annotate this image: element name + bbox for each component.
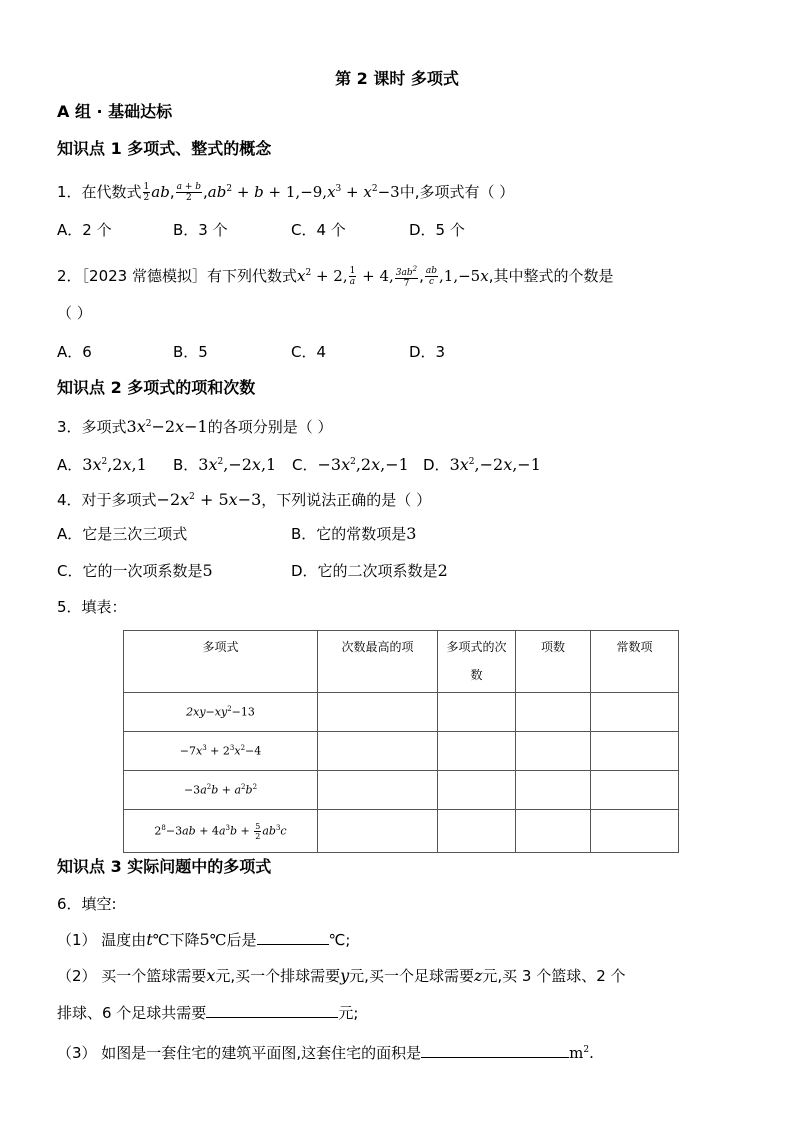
- q1-option-b[interactable]: B．3 个: [173, 221, 228, 239]
- answer-cell[interactable]: [438, 693, 516, 732]
- q2-option-d[interactable]: D．3: [409, 343, 446, 361]
- table-row: [124, 732, 679, 771]
- q1-option-a[interactable]: A．2 个: [57, 221, 112, 239]
- question-6-part-2-cont: 排球、6 个足球共需要 元;: [57, 1004, 359, 1022]
- answer-cell[interactable]: [438, 771, 516, 810]
- question-2: 2．［2023 常德模拟］有下列代数式$x^2 + 2$, $\frac{1}{a}$ + 4, $\frac{3ab^2}{7}$ , $\frac{ab}{c}$ ,1,−5x,其中整式的个数是: [57, 265, 614, 289]
- polynomial-1: $2xy-xy^2-13$: [124, 693, 318, 732]
- header-highest-degree-term: 次数最高的项: [318, 631, 438, 693]
- q2-option-c[interactable]: C．4: [291, 343, 327, 361]
- q3-option-a[interactable]: A．$3x^2,2x,1$: [57, 455, 147, 474]
- answer-cell[interactable]: [318, 693, 438, 732]
- group-heading: A 组 · 基础达标: [57, 102, 173, 121]
- header-polynomial: 多项式: [124, 631, 318, 693]
- question-4: 4．对于多项式$-2x^2 + 5x-3$，下列说法正确的是（ ）: [57, 490, 432, 509]
- question-6: 6．填空:: [57, 895, 117, 913]
- answer-cell[interactable]: [516, 732, 591, 771]
- answer-blank-1[interactable]: [257, 930, 329, 945]
- answer-blank-3[interactable]: [421, 1043, 569, 1058]
- fill-in-table: [123, 630, 679, 853]
- q4-option-d[interactable]: D．它的二次项系数是2: [291, 561, 448, 580]
- knowledge-point-3: 知识点 3 实际问题中的多项式: [57, 857, 272, 876]
- q3-option-d[interactable]: D．$3x^2,-2x,-1$: [423, 455, 541, 474]
- polynomial-2: $-7x^3 + 2^3x^2-4$: [124, 732, 318, 771]
- answer-cell[interactable]: [591, 810, 679, 853]
- answer-cell[interactable]: [438, 810, 516, 853]
- answer-cell[interactable]: [516, 771, 591, 810]
- answer-cell[interactable]: [591, 771, 679, 810]
- answer-cell[interactable]: [516, 810, 591, 853]
- q4-option-c[interactable]: C．它的一次项系数是5: [57, 561, 213, 580]
- question-6-part-2: （2） 买一个篮球需要x元,买一个排球需要y元,买一个足球需要z元,买 3 个篮球、2 个: [57, 966, 626, 985]
- q3-option-b[interactable]: B．$3x^2,-2x,1$: [173, 455, 277, 474]
- table-row: [124, 771, 679, 810]
- question-5: 5．填表：: [57, 598, 127, 616]
- question-2-cont: （ ）: [57, 304, 92, 322]
- question-3: 3．多项式$3x^2-2x-1$的各项分别是（ ）: [57, 417, 333, 436]
- answer-cell[interactable]: [591, 693, 679, 732]
- answer-cell[interactable]: [438, 732, 516, 771]
- answer-cell[interactable]: [591, 732, 679, 771]
- q1-option-c[interactable]: C．4 个: [291, 221, 346, 239]
- answer-cell[interactable]: [516, 693, 591, 732]
- question-6-part-3: （3） 如图是一套住宅的建筑平面图,这套住宅的面积是 $m^2$.: [57, 1044, 594, 1062]
- q4-option-a[interactable]: A．它是三次三项式: [57, 525, 188, 543]
- q2-option-b[interactable]: B．5: [173, 343, 208, 361]
- polynomial-4: $2^8-3ab + 4a^3b$ + $\frac{5}{2}$ $ab^3c$: [124, 810, 318, 853]
- q4-option-b[interactable]: B．它的常数项是3: [291, 524, 417, 543]
- answer-blank-2[interactable]: [206, 1003, 338, 1018]
- polynomial-3: $-3a^2b + a^2b^2$: [124, 771, 318, 810]
- q1-option-d[interactable]: D．5 个: [409, 221, 465, 239]
- question-1: 1．在代数式 $\frac{1}{2}$ ab, $\frac{a + b}{2}$ $,ab^2 + b + 1,-9,x^3 + x^2-3$中,多项式有（ ）: [57, 182, 515, 203]
- table-row: [124, 810, 679, 853]
- page-title: 第 2 课时 多项式: [335, 69, 459, 88]
- answer-cell[interactable]: [318, 810, 438, 853]
- table-row: [124, 693, 679, 732]
- knowledge-point-2: 知识点 2 多项式的项和次数: [57, 378, 256, 397]
- q2-option-a[interactable]: A．6: [57, 343, 92, 361]
- answer-cell[interactable]: [318, 771, 438, 810]
- header-polynomial-degree: 多项式的次 数: [438, 631, 516, 693]
- answer-cell[interactable]: [318, 732, 438, 771]
- header-constant-term: 常数项: [591, 631, 679, 693]
- header-term-count: 项数: [516, 631, 591, 693]
- q3-option-c[interactable]: C．$-3x^2,2x,-1$: [292, 455, 409, 474]
- question-6-part-1: （1） 温度由t℃下降5℃后是 ℃;: [57, 930, 351, 949]
- knowledge-point-1: 知识点 1 多项式、整式的概念: [57, 139, 272, 158]
